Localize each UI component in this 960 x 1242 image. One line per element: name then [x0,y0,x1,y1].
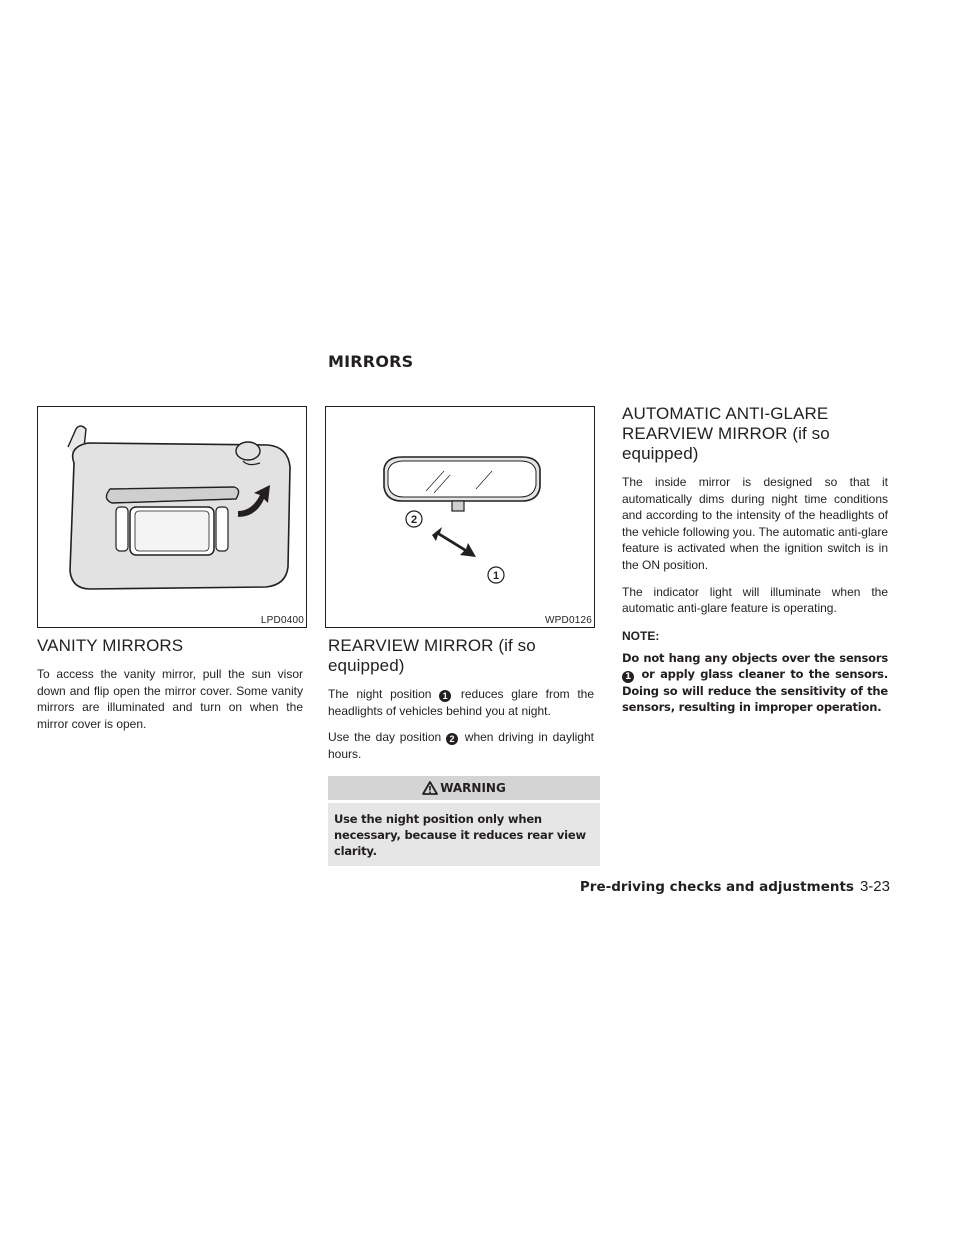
warning-text: Use the night position only when necessary, because it reduces rear view clarity. [328,803,600,866]
sun-visor-illustration [38,407,306,627]
figure-label-2: 2 [410,514,418,526]
callout-2-icon: 2 [446,733,458,745]
callout-1-icon: 1 [439,690,451,702]
warning-triangle-icon [422,781,438,795]
vanity-mirrors-section [37,636,303,732]
warning-header [328,776,600,800]
vanity-mirror-figure [37,406,307,628]
antiglare-heading-line2: REARVIEW MIRROR (if so equipped) [622,424,830,463]
day-text-after: when driving in daylight hours. [328,730,594,761]
note-text-after: or apply glass cleaner to the sensors. Doing so will reduce the sensitivity of the sensors, resulting in improper operation. [622,666,888,714]
warning-title: WARNING [440,781,506,796]
night-text-after: reduces glare from the headlights of vehicles behind you at night. [328,687,594,718]
figure-label-1: 1 [492,570,500,582]
antiglare-paragraph-2: The indicator light will illuminate when the automatic anti-glare feature is operating. [622,584,888,616]
vanity-mirrors-body: To access the vanity mirror, pull the sun visor down and flip open the mirror cover. Some vanity mirrors are illuminated and turn on when the mirror cover is open. [37,667,303,731]
rearview-mirror-section [328,636,594,866]
antiglare-paragraph-1: The inside mirror is designed so that it automatically dims during night time conditions and according to the intensity of the headlights of the vehicle following you. The automatic anti-glare feature is activated when the ignition switch is in the ON position. [622,475,888,572]
rearview-night-paragraph [328,686,594,719]
note-text [622,650,888,715]
note-label: NOTE: [622,628,660,643]
rearview-mirror-heading: REARVIEW MIRROR (if so equipped) [328,636,536,675]
vanity-mirrors-heading: VANITY MIRRORS [37,636,184,655]
page-footer [580,878,890,895]
note-text-before: Do not hang any objects over the sensors [622,650,888,665]
footer-section-title: Pre-driving checks and adjustments [579,879,854,895]
callout-sensor-1-icon: 1 [622,671,634,683]
day-text-before: Use the day position [328,730,442,745]
antiglare-section [622,404,888,715]
figure-code-middle: WPD0126 [545,615,592,626]
warning-box [328,776,600,866]
rearview-day-paragraph [328,729,594,762]
rearview-mirror-figure [325,406,595,628]
antiglare-heading-line1: AUTOMATIC ANTI-GLARE [622,404,829,423]
section-title: MIRRORS [328,352,414,371]
rearview-mirror-illustration [326,407,594,627]
night-text-before: The night position [328,687,432,701]
figure-code-left: LPD0400 [260,615,304,626]
antiglare-heading [622,404,888,464]
page-number: 3-23 [859,878,890,895]
